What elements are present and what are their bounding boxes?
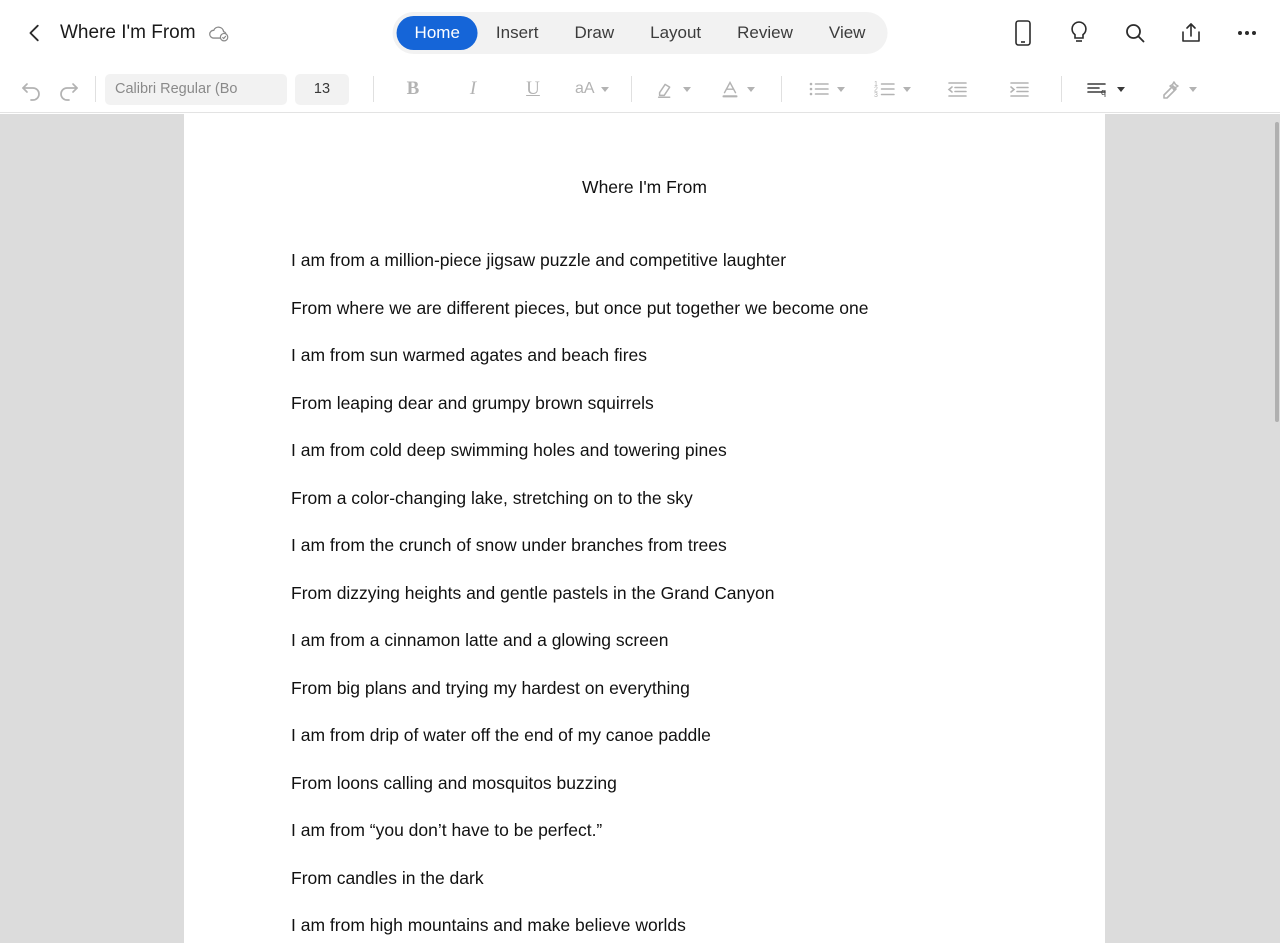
poem-line: I am from “you don’t have to be perfect.” (291, 820, 603, 840)
poem-line: I am from a cinnamon latte and a glowing screen (291, 630, 669, 650)
tab-view[interactable]: View (828, 23, 866, 42)
poem-line: I am from high mountains and make believe worlds (291, 915, 686, 935)
svg-text:3: 3 (873, 92, 878, 99)
tab-home[interactable]: Home (397, 16, 478, 50)
redo-button[interactable] (50, 72, 86, 106)
document-title[interactable]: Where I'm From (60, 22, 196, 43)
decrease-indent-icon (945, 78, 969, 100)
cloud-sync-icon[interactable] (206, 20, 232, 46)
chevron-down-icon (903, 87, 911, 92)
toolbar-divider (95, 76, 96, 102)
scrollbar-thumb[interactable] (1275, 122, 1279, 422)
decrease-indent-button[interactable] (939, 72, 975, 106)
redo-icon (56, 77, 80, 101)
tab-draw[interactable]: Draw (574, 23, 615, 42)
poem-line: From leaping dear and grumpy brown squirrels (291, 392, 654, 413)
ribbon-tabs (393, 12, 888, 54)
font-formatting-label: aA (575, 80, 595, 97)
format-painter-icon (1159, 78, 1183, 100)
svg-text:1: 1 (873, 81, 878, 88)
alignment-menu[interactable] (1085, 78, 1127, 100)
align-icon (1085, 78, 1111, 100)
poem-line: I am from the crunch of snow under branches from trees (291, 535, 727, 555)
lightbulb-tell-me-icon[interactable] (1064, 18, 1094, 48)
poem-line: From a color-changing lake, stretching on to the sky (291, 487, 693, 508)
poem-line: I am from cold deep swimming holes and towering pines (291, 440, 727, 460)
tab-layout[interactable]: Layout (650, 23, 702, 42)
title-bar (0, 0, 1280, 66)
font-size-field[interactable]: 13 (295, 74, 349, 105)
vertical-scrollbar[interactable] (1274, 114, 1280, 943)
bulleted-list-icon (807, 78, 831, 100)
share-icon[interactable] (1176, 18, 1206, 48)
mobile-view-icon[interactable] (1008, 18, 1038, 48)
highlight-menu[interactable] (655, 78, 693, 100)
toolbar-divider (1061, 76, 1062, 102)
toolbar-divider (373, 76, 374, 102)
chevron-down-icon (601, 87, 609, 92)
bulleted-list-menu[interactable] (807, 78, 847, 100)
poem-line: From candles in the dark (291, 867, 484, 888)
increase-indent-icon (1007, 78, 1031, 100)
chevron-down-icon (747, 87, 755, 92)
text-color-menu[interactable] (719, 78, 757, 100)
format-toolbar (0, 66, 1280, 113)
poem-line: I am from sun warmed agates and beach fires (291, 345, 648, 365)
poem-line: I am from a million-piece jigsaw puzzle and competitive laughter (291, 250, 787, 270)
chevron-down-icon (1117, 87, 1125, 92)
numbered-list-menu[interactable] (873, 78, 913, 100)
font-name-field[interactable]: Calibri Regular (Bo (105, 74, 287, 105)
italic-button[interactable]: I (469, 78, 477, 99)
increase-indent-button[interactable] (1001, 72, 1037, 106)
underline-button[interactable]: U (526, 78, 540, 99)
toolbar-divider (781, 76, 782, 102)
poem-title: Where I'm From (582, 177, 707, 197)
tab-review[interactable]: Review (737, 23, 793, 42)
more-options-icon[interactable] (1232, 18, 1262, 48)
format-painter-menu[interactable] (1159, 78, 1199, 100)
svg-text:q: q (1100, 87, 1106, 97)
chevron-down-icon (837, 87, 845, 92)
poem-line: From dizzying heights and gentle pastels in the Grand Canyon (291, 582, 775, 603)
document-canvas[interactable] (0, 114, 1280, 943)
document-page[interactable] (184, 114, 1105, 943)
poem-line: From big plans and trying my hardest on everything (291, 677, 690, 698)
numbered-list-icon (873, 78, 897, 100)
poem-line: From where we are different pieces, but once put together we become one (291, 297, 869, 318)
chevron-down-icon (683, 87, 691, 92)
svg-text:2: 2 (873, 86, 878, 94)
undo-icon (20, 77, 44, 101)
back-button[interactable] (18, 16, 52, 50)
titlebar-actions (1008, 18, 1262, 48)
bold-button[interactable]: B (406, 78, 420, 99)
highlight-icon (655, 78, 677, 100)
undo-button[interactable] (14, 72, 50, 106)
chevron-down-icon (1189, 87, 1197, 92)
text-color-icon (719, 78, 741, 100)
search-icon[interactable] (1120, 18, 1150, 48)
toolbar-divider (631, 76, 632, 102)
tab-insert[interactable]: Insert (495, 23, 539, 42)
poem-line: From loons calling and mosquitos buzzing (291, 772, 617, 793)
poem-line: I am from drip of water off the end of my canoe paddle (291, 725, 711, 745)
font-formatting-menu[interactable] (575, 80, 611, 98)
back-chevron-icon (24, 22, 46, 44)
